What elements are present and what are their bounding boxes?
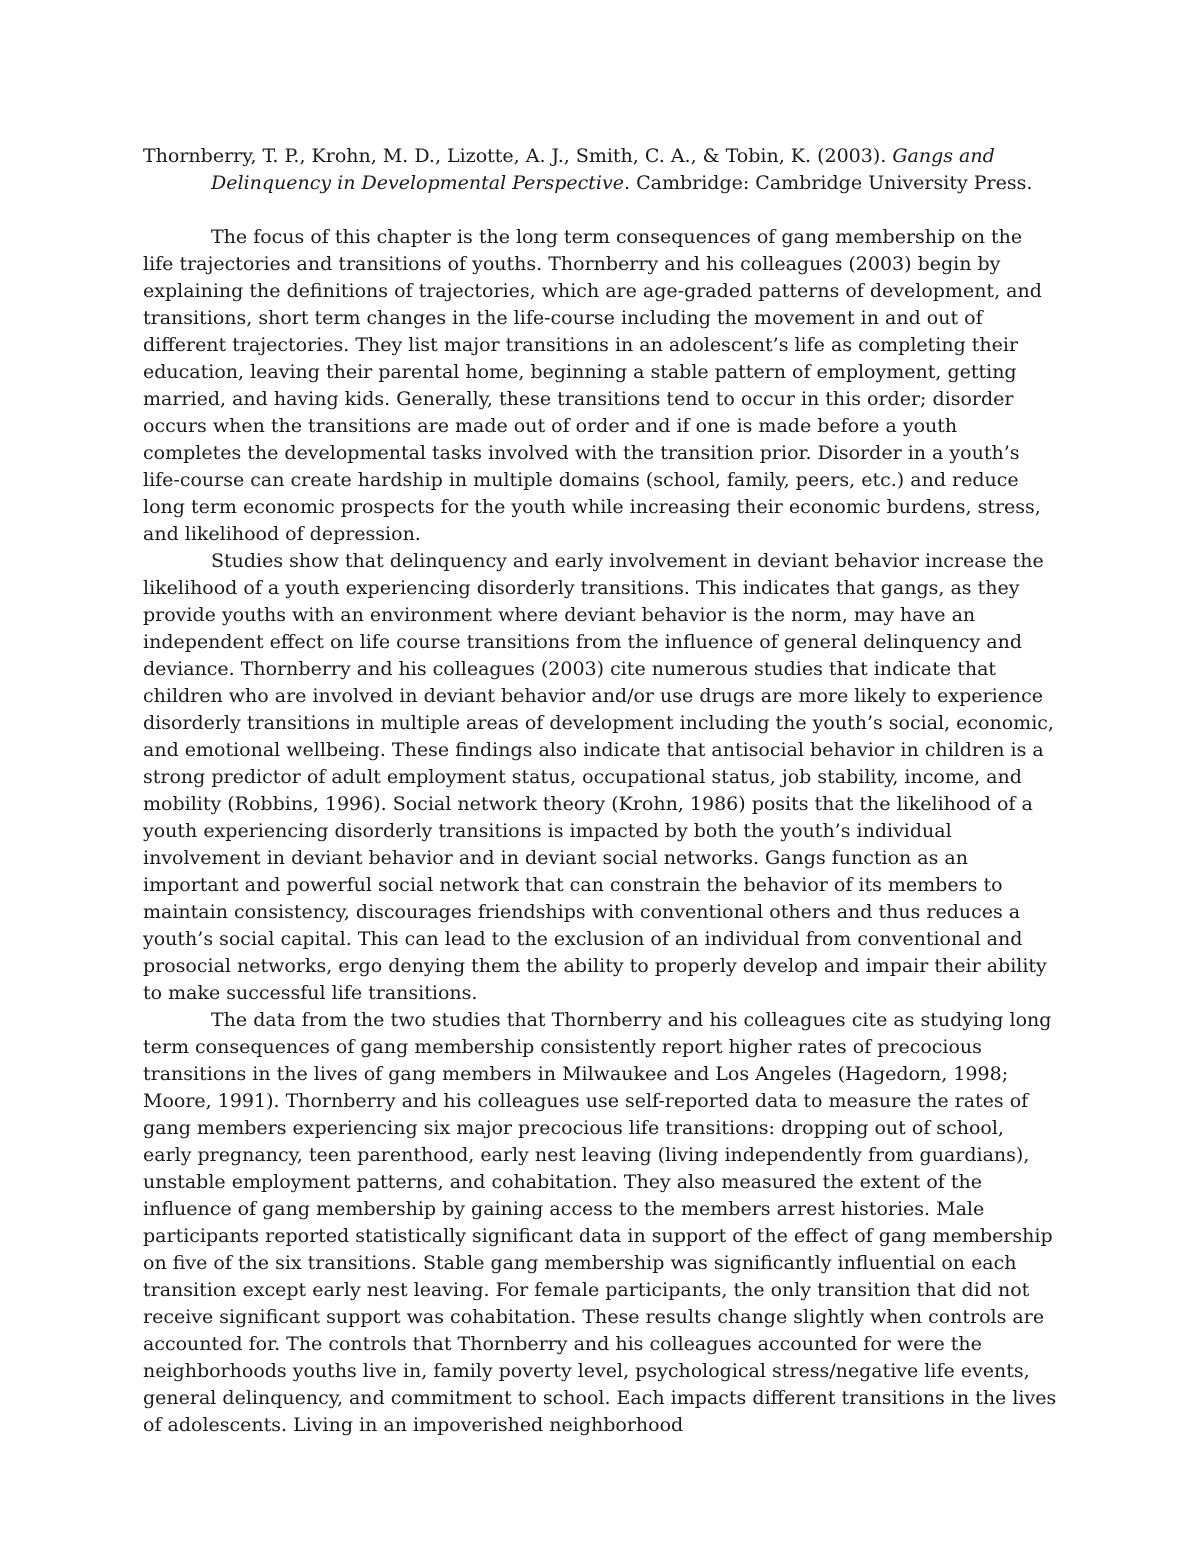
paragraph-1: The focus of this chapter is the long term consequences of gang membership on the life trajectories and transitions of youths. Thornberry and his colleagues (2003) begin by explaining the definitions of trajectories, which are age-graded patterns of development, and transitions, short term changes in the life-course including the movement in and out of different trajectories. They list major transitions in an adolescent’s life as completing their education, leaving their parental home, beginning a stable pattern of employment, getting married, and having kids. Generally, these transitions tend to occur in this order; disorder occurs when the transitions are made out of order and if one is made before a youth completes the developmental tasks involved with the transition prior. Disorder in a youth’s life-course can create hardship in multiple domains (school, family, peers, etc.) and reduce long term economic prospects for the youth while increasing their economic burdens, stress, and likelihood of depression. (143, 226, 1042, 545)
citation-publisher: Cambridge: Cambridge University Press. (636, 172, 1033, 194)
paragraph-3: The data from the two studies that Thornberry and his colleagues cite as studying long term consequences of gang membership consistently report higher rates of precocious transitions in the lives of gang members in Milwaukee and Los Angeles (Hagedorn, 1998; Moore, 1991). Thornberry and his colleagues use self-reported data to measure the rates of gang members experiencing six major precocious life transitions: dropping out of school, early pregnancy, teen parenthood, early nest leaving (living independently from guardians), unstable employment patterns, and cohabitation. They also measured the extent of the influence of gang membership by gaining access to the members arrest histories. Male participants reported statistically significant data in support of the effect of gang membership on five of the six transitions. Stable gang membership was significantly influential on each transition except early nest leaving. For female participants, the only transition that did not receive significant support was cohabitation. These results change slightly when controls are accounted for. The controls that Thornberry and his colleagues accounted for were the neighborhoods youths live in, family poverty level, psychological stress/negative life events, general delinquency, and commitment to school. Each impacts different transitions in the lives of adolescents. Living in an impoverished neighborhood (143, 1009, 1057, 1436)
reference-citation (143, 143, 1058, 197)
blank-line (143, 197, 1058, 224)
citation-title: Gangs and Delinquency in Developmental Perspective (211, 145, 995, 194)
document-body (143, 143, 1058, 1439)
paragraph-2: Studies show that delinquency and early involvement in deviant behavior increase the likelihood of a youth experiencing disorderly transitions. This indicates that gangs, as they provide youths with an environment where deviant behavior is the norm, may have an independent effect on life course transitions from the influence of general delinquency and deviance. Thornberry and his colleagues (2003) cite numerous studies that indicate that children who are involved in deviant behavior and/or use drugs are more likely to experience disorderly transitions in multiple areas of development including the youth’s social, economic, and emotional wellbeing. These findings also indicate that antisocial behavior in children is a strong predictor of adult employment status, occupational status, job stability, income, and mobility (Robbins, 1996). Social network theory (Krohn, 1986) posits that the likelihood of a youth experiencing disorderly transitions is impacted by both the youth’s individual involvement in deviant behavior and in deviant social networks. Gangs function as an important and powerful social network that can constrain the behavior of its members to maintain consistency, discourages friendships with conventional others and thus reduces a youth’s social capital. This can lead to the exclusion of an individual from conventional and prosocial networks, ergo denying them the ability to properly develop and impair their ability to make successful life transitions. (143, 550, 1054, 1004)
citation-authors-year: Thornberry, T. P., Krohn, M. D., Lizotte, A. J., Smith, C. A., & Tobin, K. (2003). (143, 145, 887, 167)
citation-title-end: . (623, 172, 631, 194)
